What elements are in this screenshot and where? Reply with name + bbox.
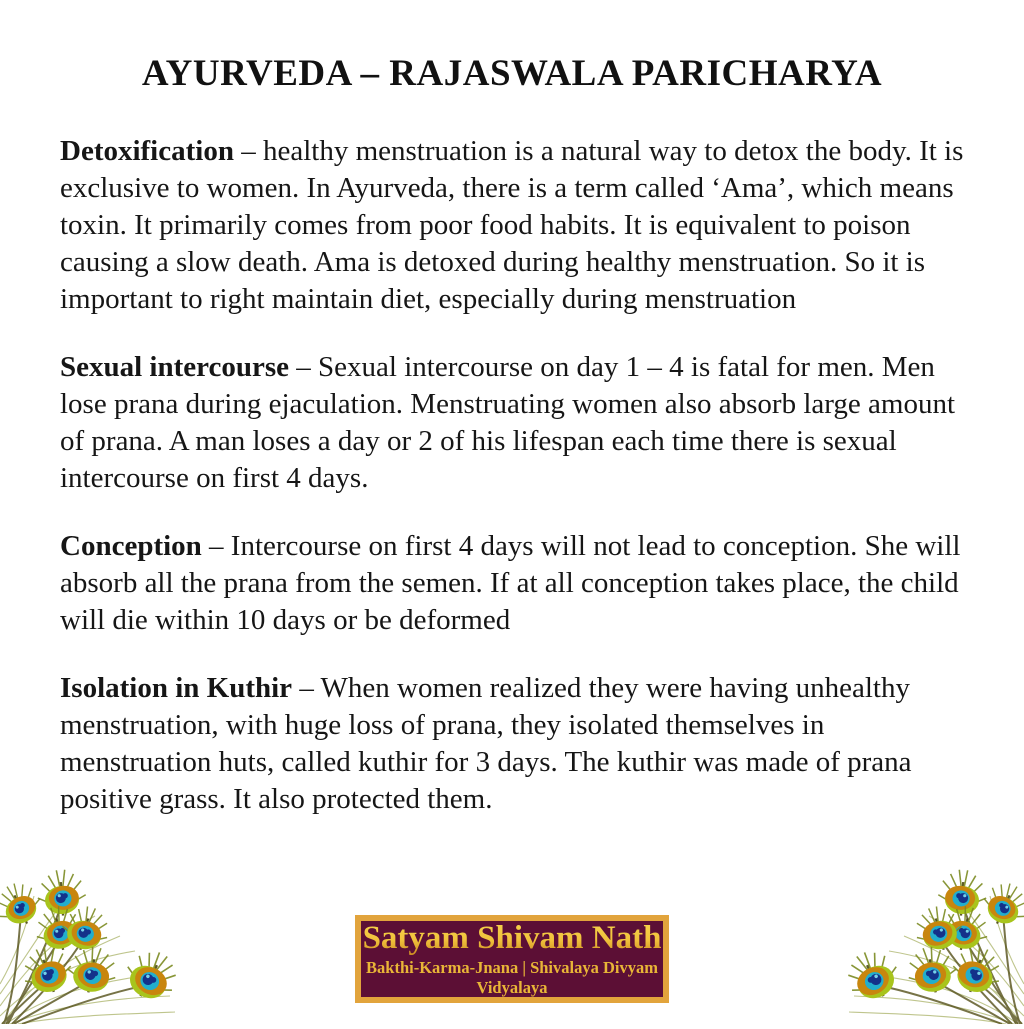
peacock-feathers-left-icon [0, 866, 178, 1024]
brand-subtitle: Bakthi-Karma-Jnana | Shivalaya Divyam Vidyalaya [366, 958, 658, 997]
paragraph-lead: Sexual intercourse [60, 351, 290, 383]
paragraph-detoxification [60, 133, 968, 318]
content-body [60, 133, 968, 849]
paragraph-lead: Conception [60, 530, 202, 562]
brand-title: Satyam Shivam Nath [362, 920, 662, 956]
peacock-feathers-right-icon [846, 866, 1024, 1024]
brand-banner [355, 915, 669, 1003]
paragraph-lead: Isolation in Kuthir [60, 672, 293, 704]
paragraph-sexual-intercourse [60, 349, 968, 497]
paragraph-isolation-in-kuthir [60, 670, 968, 818]
paragraph-lead: Detoxification [60, 135, 234, 167]
paragraph-conception [60, 528, 968, 639]
paragraph-text: – When women realized they were having unhealthy menstruation, with huge loss of prana, they isolated themselves in menstruation huts, called kuthir for 3 days. The kuthir was made of prana positive grass. It also protected them. [60, 672, 912, 815]
paragraph-text: – Intercourse on first 4 days will not lead to conception. She will absorb all the prana from the semen. If at all conception takes place, the child will die within 10 days or be deformed [60, 530, 961, 636]
footer [0, 864, 1024, 1024]
paragraph-text: – Sexual intercourse on day 1 – 4 is fatal for men. Men lose prana during ejaculation. Menstruating women also absorb large amount of prana. A man loses a day or 2 of his lifespan each time there is sexual intercourse on first 4 days. [60, 351, 956, 494]
paragraph-text: – healthy menstruation is a natural way to detox the body. It is exclusive to women. In Ayurveda, there is a term called ‘Ama’, which means toxin. It primarily comes from poor food habits. It is equivalent to poison causing a slow death. Ama is detoxed during healthy menstruation. So it is important to right maintain diet, especially during menstruation [60, 135, 964, 315]
page-title: AYURVEDA – RAJASWALA PARICHARYA [141, 53, 883, 94]
